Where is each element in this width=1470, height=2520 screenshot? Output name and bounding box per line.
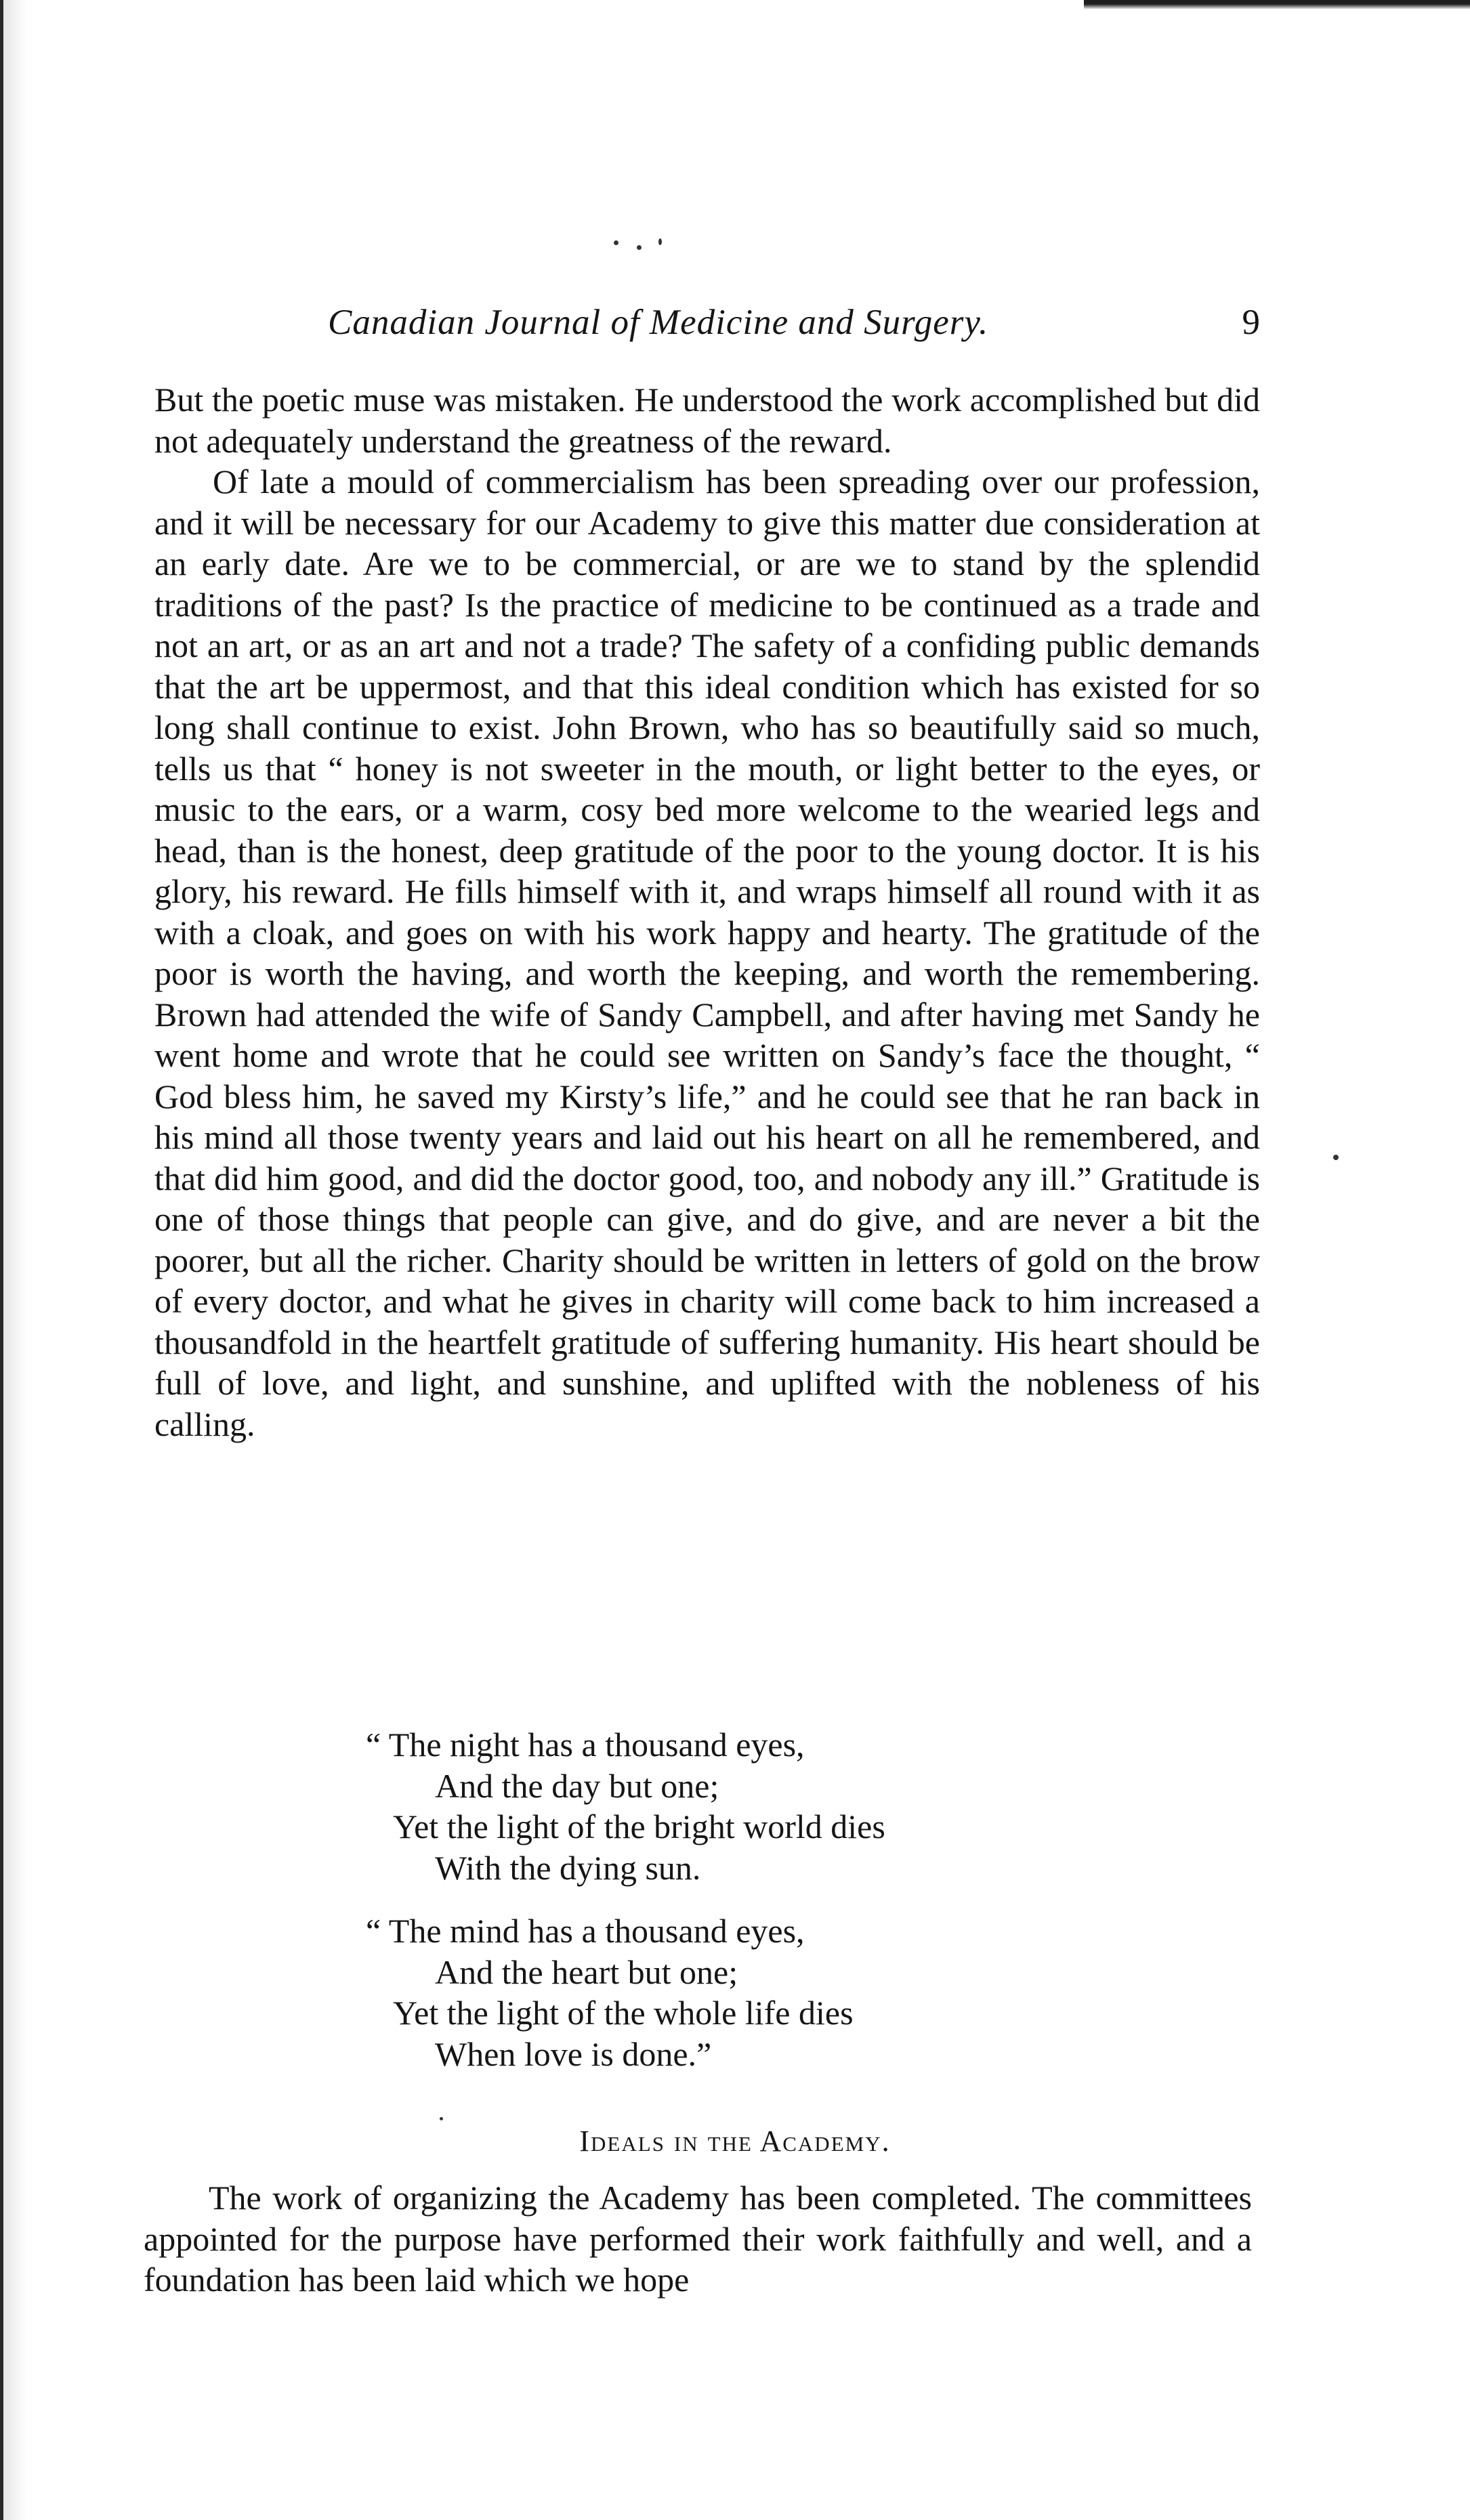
ink-speck <box>1333 1155 1339 1160</box>
page-number: 9 <box>1242 303 1260 342</box>
poem-stanza-2 <box>366 1910 1111 2074</box>
running-header <box>154 302 1260 354</box>
section-body <box>144 2177 1252 2301</box>
ink-speck <box>614 240 618 245</box>
poem-line: “ The night has a thousand eyes, <box>366 1726 805 1764</box>
poem-line: With the dying sun. <box>435 1848 701 1887</box>
poem-line: And the heart but one; <box>435 1952 738 1991</box>
poem-stanza-1 <box>366 1724 1111 1888</box>
paragraph: The work of organizing the Academy has been completed. The committees appointed for the purpose have performed their work faithfully and well, and a foundation has been laid which we hope <box>144 2179 1252 2299</box>
article-body <box>154 379 1260 1445</box>
poem-line: Yet the light of the bright world dies <box>393 1808 885 1845</box>
poem-line: When love is done.” <box>435 2034 712 2073</box>
ink-speck <box>440 2117 443 2120</box>
section-heading: Ideals in the Academy. <box>579 2124 891 2158</box>
ink-speck <box>637 245 642 250</box>
poem-line: And the day but one; <box>435 1766 719 1805</box>
poem-line: “ The mind has a thousand eyes, <box>366 1912 805 1950</box>
top-edge-rule <box>1084 0 1470 9</box>
ink-speck <box>658 238 662 245</box>
journal-title: Canadian Journal of Medicine and Surgery. <box>328 303 989 342</box>
paragraph: But the poetic muse was mistaken. He understood the work accomplished but did not adequately understand the greatness of the reward. <box>154 381 1260 460</box>
paragraph: Of late a mould of commercialism has been spreading over our profession, and it will be necessary for our Academy to give this matter due consideration at an early date. Are we to be commercial, or are we to stand by the splendid traditions of the past? Is the practice of medicine to be continued as a trade and not an art, or as an art and not a trade? The safety of a confiding public demands that the art be uppermost, and that this ideal condition which has existed for so long shall continue to exist. John Brown, who has so beautifully said so much, tells us that “ honey is not sweeter in the mouth, or light better to the eyes, or music to the ears, or a warm, cosy bed more welcome to the wearied legs and head, than is the honest, deep gratitude of the poor to the young doctor. It is his glory, his reward. He fills himself with it, and wraps himself all round with it as with a cloak, and goes on with his work happy and hearty. The gratitude of the poor is worth the having, and worth the keeping, and worth the remembering. Brown had attended the wife of Sandy Campbell, and after having met Sandy he went home and wrote that he could see written on Sandy’s face the thought, “ God bless him, he saved my Kirsty’s life,” and he could see that he ran back in his mind all those twenty years and laid out his heart on all he remembered, and that did him good, and did the doctor good, too, and nobody any ill.” Gratitude is one of those things that people can give, and do give, and are never a bit the poorer, but all the richer. Charity should be written in letters of gold on the brow of every doctor, and what he gives in charity will come back to him increased a thousandfold in the heartfelt gratitude of suffering humanity. His heart should be full of love, and light, and sunshine, and uplifted with the nobleness of his calling. <box>154 463 1260 1443</box>
poem-line: Yet the light of the whole life dies <box>393 1994 854 2032</box>
